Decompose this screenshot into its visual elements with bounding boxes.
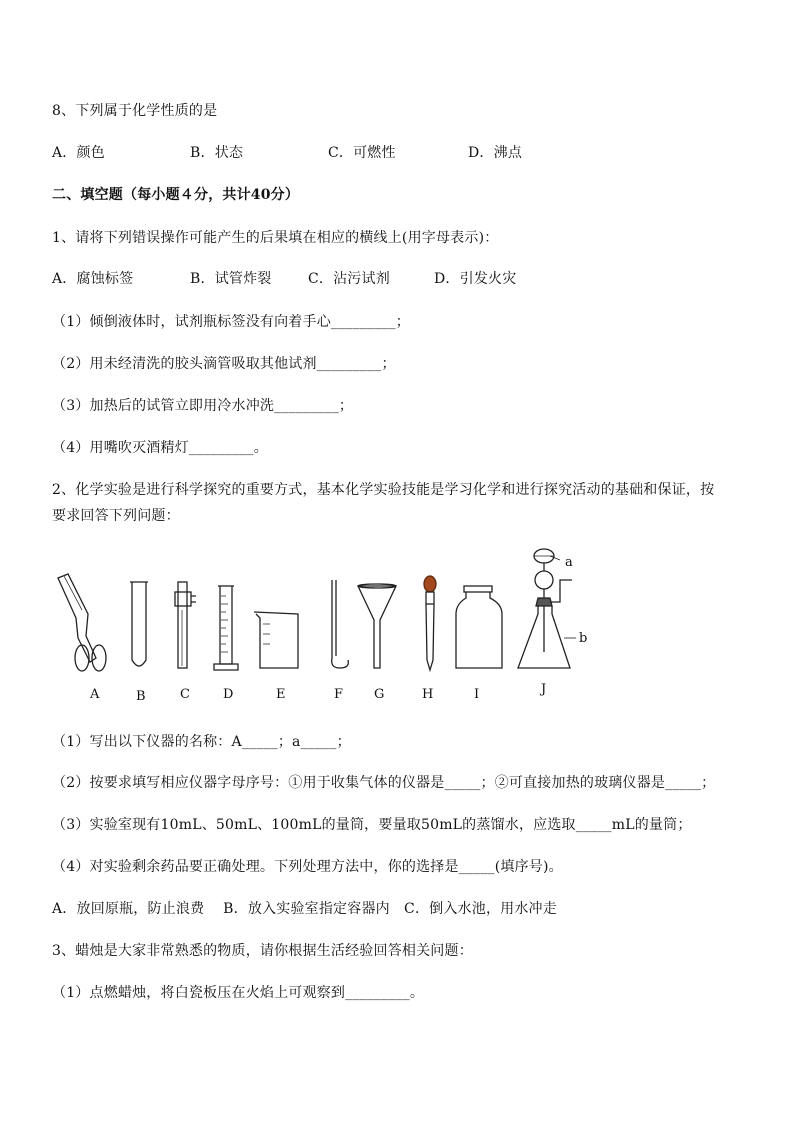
question-2-item-3: （3）实验室现有10mL、50mL、100mL的量筒，要量取50mL的蒸馏水，应选取_____mL的量筒； xyxy=(52,817,692,833)
figure-label-b: B xyxy=(136,689,146,704)
option-a: A．腐蚀标签 xyxy=(52,271,134,287)
beaker-icon xyxy=(254,612,298,668)
question-2-stem-line-1: 2、化学实验是进行科学探究的重要方式，基本化学实验技能是学习化学和进行探究活动的基础和保证，按 xyxy=(52,482,715,498)
option-a: A．颜色 xyxy=(52,145,105,161)
question-2-item-1: （1）写出以下仪器的名称：A_____；a_____； xyxy=(52,734,351,750)
question-1-item-4: （4）用嘴吹灭酒精灯_________。 xyxy=(52,440,268,456)
question-1-item-1: （1）倾倒液体时，试剂瓶标签没有向着手心_________； xyxy=(52,314,410,330)
lab-apparatus-figure xyxy=(52,540,612,710)
gas-bottle-icon xyxy=(456,586,502,668)
question-2-item-2: （2）按要求填写相应仪器字母序号：①用于收集气体的仪器是_____；②可直接加热的玻璃仪器是_____； xyxy=(52,775,716,791)
figure-label-g: G xyxy=(374,687,385,702)
funnel-icon xyxy=(358,584,396,668)
question-1-item-2: （2）用未经清洗的胶头滴管吸取其他试剂_________； xyxy=(52,356,396,372)
question-2-stem-line-2: 要求回答下列问题： xyxy=(52,508,180,524)
question-3-stem: 3、蜡烛是大家非常熟悉的物质，请你根据生活经验回答相关问题： xyxy=(52,943,473,959)
figure-label-f: F xyxy=(334,687,344,702)
figure-label-e: E xyxy=(276,687,286,702)
question-1-options xyxy=(52,268,516,288)
question-8-options xyxy=(52,142,522,162)
option-c: C．可燃性 xyxy=(328,145,396,161)
graduated-cylinder-icon xyxy=(214,586,238,670)
question-1-item-3: （3）加热后的试管立即用冷水冲洗_________； xyxy=(52,398,354,414)
callout-a: a xyxy=(565,555,573,570)
option-b: B．状态 xyxy=(190,145,244,161)
question-1-stem: 1、请将下列错误操作可能产生的后果填在相应的横线上(用字母表示)： xyxy=(52,230,499,246)
dropper-icon xyxy=(424,576,436,670)
option-c: C．沾污试剂 xyxy=(308,271,390,287)
section-title: 二、填空题（每小题４分，共计40分） xyxy=(52,187,300,203)
figure-label-c: C xyxy=(180,687,190,702)
question-2-choices: A．放回原瓶，防止浪费 B．放入实验室指定容器内 C．倒入水池，用水冲走 xyxy=(52,901,557,917)
question-8-stem: 8、下列属于化学性质的是 xyxy=(52,103,218,119)
figure-label-j: J xyxy=(541,682,547,697)
crucible-tongs-icon xyxy=(58,574,106,671)
test-tube-holder-icon xyxy=(175,582,196,668)
option-d: D．引发火灾 xyxy=(434,271,517,287)
option-b: B．试管炸裂 xyxy=(190,271,272,287)
figure-label-h: H xyxy=(422,687,434,702)
option-d: D．沸点 xyxy=(468,145,523,161)
callout-b: b xyxy=(579,631,588,646)
test-tube-icon xyxy=(130,582,148,666)
medicine-spoon-icon xyxy=(332,580,349,668)
figure-label-a: A xyxy=(90,687,100,702)
question-3-item-1: （1）点燃蜡烛，将白瓷板压在火焰上可观察到_________。 xyxy=(52,985,425,1001)
figure-label-d: D xyxy=(223,687,234,702)
figure-label-i: I xyxy=(474,687,480,702)
question-2-item-4: （4）对实验剩余药品要正确处理。下列处理方法中，你的选择是_____(填序号)。 xyxy=(52,859,563,875)
